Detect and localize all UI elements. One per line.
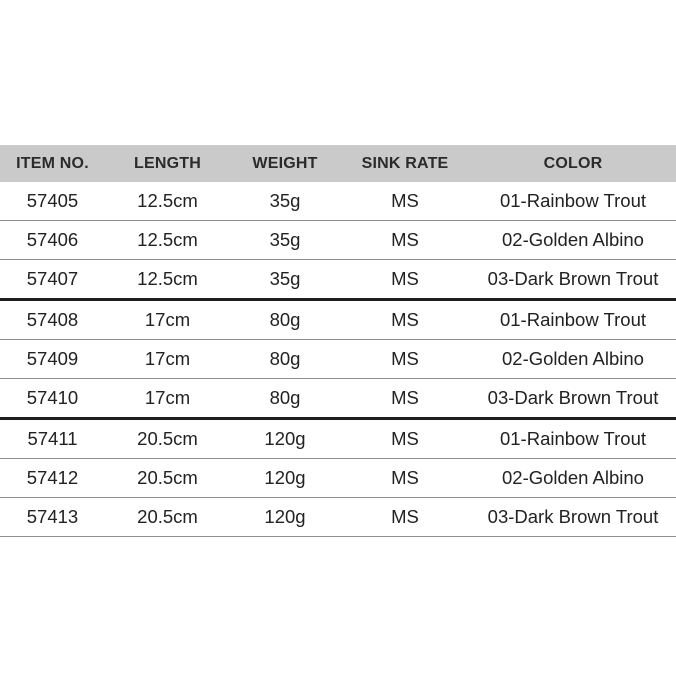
cell-color: 03-Dark Brown Trout <box>470 260 676 300</box>
cell-length: 12.5cm <box>105 260 230 300</box>
cell-item-no: 57408 <box>0 300 105 340</box>
cell-weight: 80g <box>230 300 340 340</box>
table-row <box>0 459 676 498</box>
cell-item-no: 57409 <box>0 340 105 379</box>
cell-weight: 120g <box>230 419 340 459</box>
cell-color: 01-Rainbow Trout <box>470 300 676 340</box>
cell-length: 12.5cm <box>105 221 230 260</box>
cell-item-no: 57405 <box>0 182 105 221</box>
cell-item-no: 57410 <box>0 379 105 419</box>
header-row <box>0 145 676 182</box>
cell-item-no: 57411 <box>0 419 105 459</box>
cell-item-no: 57406 <box>0 221 105 260</box>
cell-weight: 120g <box>230 459 340 498</box>
table-row <box>0 340 676 379</box>
header-item-no: ITEM NO. <box>0 145 105 182</box>
cell-weight: 80g <box>230 379 340 419</box>
header-sink-rate: SINK RATE <box>340 145 470 182</box>
cell-sink-rate: MS <box>340 459 470 498</box>
header-color: COLOR <box>470 145 676 182</box>
table-row <box>0 419 676 459</box>
cell-weight: 35g <box>230 182 340 221</box>
cell-sink-rate: MS <box>340 260 470 300</box>
cell-color: 01-Rainbow Trout <box>470 419 676 459</box>
table-body <box>0 182 676 537</box>
cell-weight: 120g <box>230 498 340 537</box>
cell-sink-rate: MS <box>340 379 470 419</box>
cell-sink-rate: MS <box>340 340 470 379</box>
table-row <box>0 260 676 300</box>
cell-sink-rate: MS <box>340 300 470 340</box>
table-header <box>0 145 676 182</box>
table-row <box>0 182 676 221</box>
cell-item-no: 57412 <box>0 459 105 498</box>
table-row <box>0 300 676 340</box>
cell-length: 20.5cm <box>105 459 230 498</box>
cell-weight: 80g <box>230 340 340 379</box>
cell-sink-rate: MS <box>340 221 470 260</box>
cell-length: 20.5cm <box>105 498 230 537</box>
cell-sink-rate: MS <box>340 419 470 459</box>
table-row <box>0 221 676 260</box>
product-spec-table <box>0 145 676 537</box>
header-length: LENGTH <box>105 145 230 182</box>
cell-weight: 35g <box>230 260 340 300</box>
cell-length: 12.5cm <box>105 182 230 221</box>
cell-color: 03-Dark Brown Trout <box>470 379 676 419</box>
cell-color: 03-Dark Brown Trout <box>470 498 676 537</box>
cell-color: 02-Golden Albino <box>470 221 676 260</box>
cell-color: 01-Rainbow Trout <box>470 182 676 221</box>
cell-sink-rate: MS <box>340 182 470 221</box>
cell-length: 17cm <box>105 300 230 340</box>
header-weight: WEIGHT <box>230 145 340 182</box>
cell-length: 17cm <box>105 379 230 419</box>
table-row <box>0 379 676 419</box>
cell-color: 02-Golden Albino <box>470 459 676 498</box>
cell-item-no: 57407 <box>0 260 105 300</box>
table-row <box>0 498 676 537</box>
cell-color: 02-Golden Albino <box>470 340 676 379</box>
cell-length: 20.5cm <box>105 419 230 459</box>
cell-item-no: 57413 <box>0 498 105 537</box>
cell-sink-rate: MS <box>340 498 470 537</box>
cell-length: 17cm <box>105 340 230 379</box>
cell-weight: 35g <box>230 221 340 260</box>
